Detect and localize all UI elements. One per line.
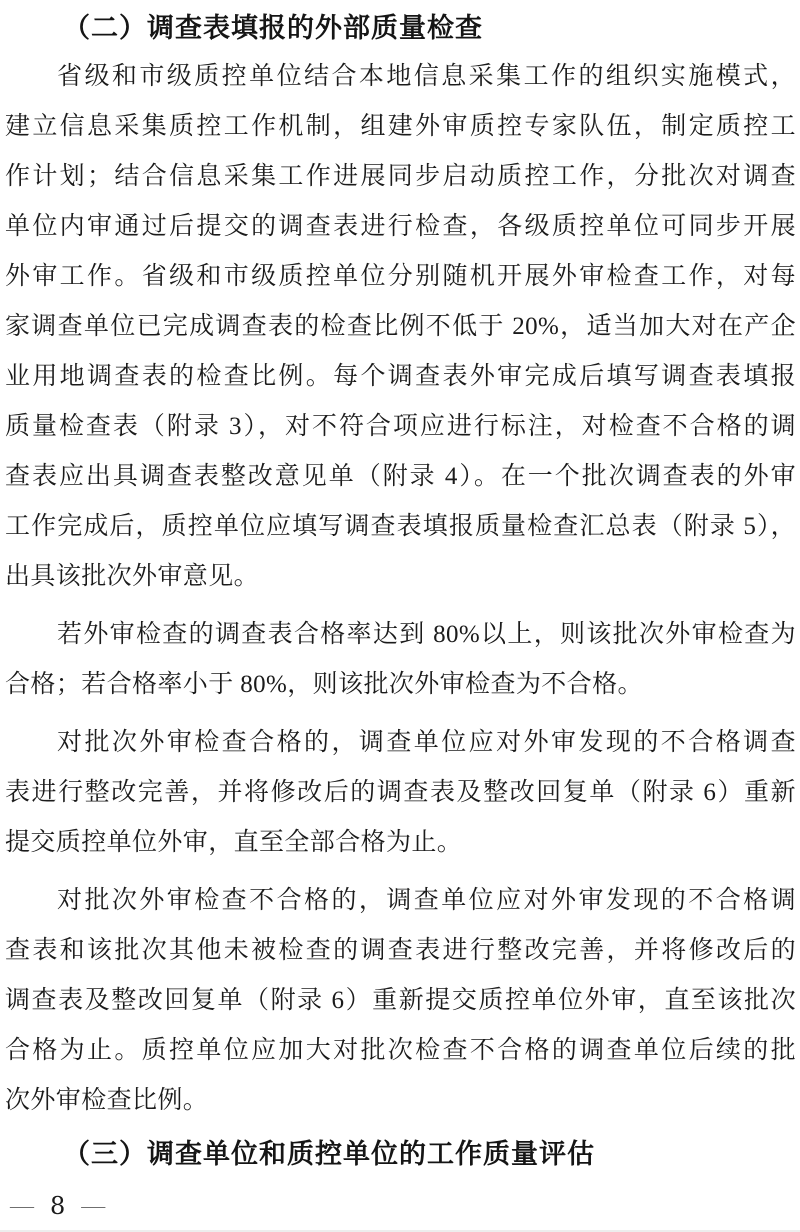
text-line: 合格为止。质控单位应加大对批次检查不合格的调查单位后续的批 — [5, 1037, 796, 1064]
text-line: 建立信息采集质控工作机制，组建外审质控专家队伍，制定质控工 — [5, 113, 796, 140]
paragraph-1 — [5, 52, 796, 602]
paragraph-2 — [5, 610, 796, 710]
footer-dash-right: — — [81, 1193, 106, 1218]
text-line: 家调查单位已完成调查表的检查比例不低于 20%，适当加大对在产企 — [5, 313, 796, 340]
text-line: 省级和市级质控单位结合本地信息采集工作的组织实施模式， — [57, 63, 796, 90]
text-line: 业用地调查表的检查比例。每个调查表外审完成后填写调查表填报 — [5, 363, 796, 390]
text-line: 表进行整改完善，并将修改后的调查表及整改回复单（附录 6）重新 — [5, 779, 796, 806]
page-footer — [10, 1192, 105, 1220]
section-heading-3: （三）调查单位和质控单位的工作质量评估 — [63, 1139, 595, 1169]
paragraph-3 — [5, 718, 796, 868]
text-line: 外审工作。省级和市级质控单位分别随机开展外审检查工作，对每 — [5, 263, 796, 290]
text-line: 提交质控单位外审，直至全部合格为止。 — [5, 829, 463, 856]
text-line: 查表和该批次其他未被检查的调查表进行整改完善，并将修改后的 — [5, 937, 796, 964]
text-line: 工作完成后，质控单位应填写调查表填报质量检查汇总表（附录 5）， — [5, 513, 796, 540]
section-heading-2: （二）调查表填报的外部质量检查 — [63, 13, 483, 43]
paragraph-4 — [5, 876, 796, 1126]
text-line: 出具该批次外审意见。 — [5, 563, 260, 590]
text-line: 单位内审通过后提交的调查表进行检查，各级质控单位可同步开展 — [5, 213, 796, 240]
text-line: 合格；若合格率小于 80%，则该批次外审检查为不合格。 — [5, 671, 643, 698]
text-line: 调查表及整改回复单（附录 6）重新提交质控单位外审，直至该批次 — [5, 987, 796, 1014]
text-line: 若外审检查的调查表合格率达到 80%以上，则该批次外审检查为 — [57, 621, 796, 648]
text-line: 次外审检查比例。 — [5, 1087, 209, 1114]
text-line: 对批次外审检查不合格的，调查单位应对外审发现的不合格调 — [57, 887, 796, 914]
page-number: 8 — [50, 1192, 66, 1220]
footer-dash-left: — — [10, 1193, 34, 1218]
text-line: 质量检查表（附录 3），对不符合项应进行标注，对检查不合格的调 — [5, 413, 796, 440]
text-line: 查表应出具调查表整改意见单（附录 4）。在一个批次调查表的外审 — [5, 463, 796, 490]
text-line: 对批次外审检查合格的，调查单位应对外审发现的不合格调查 — [57, 729, 796, 756]
text-line: 作计划；结合信息采集工作进展同步启动质控工作，分批次对调查 — [5, 163, 796, 190]
